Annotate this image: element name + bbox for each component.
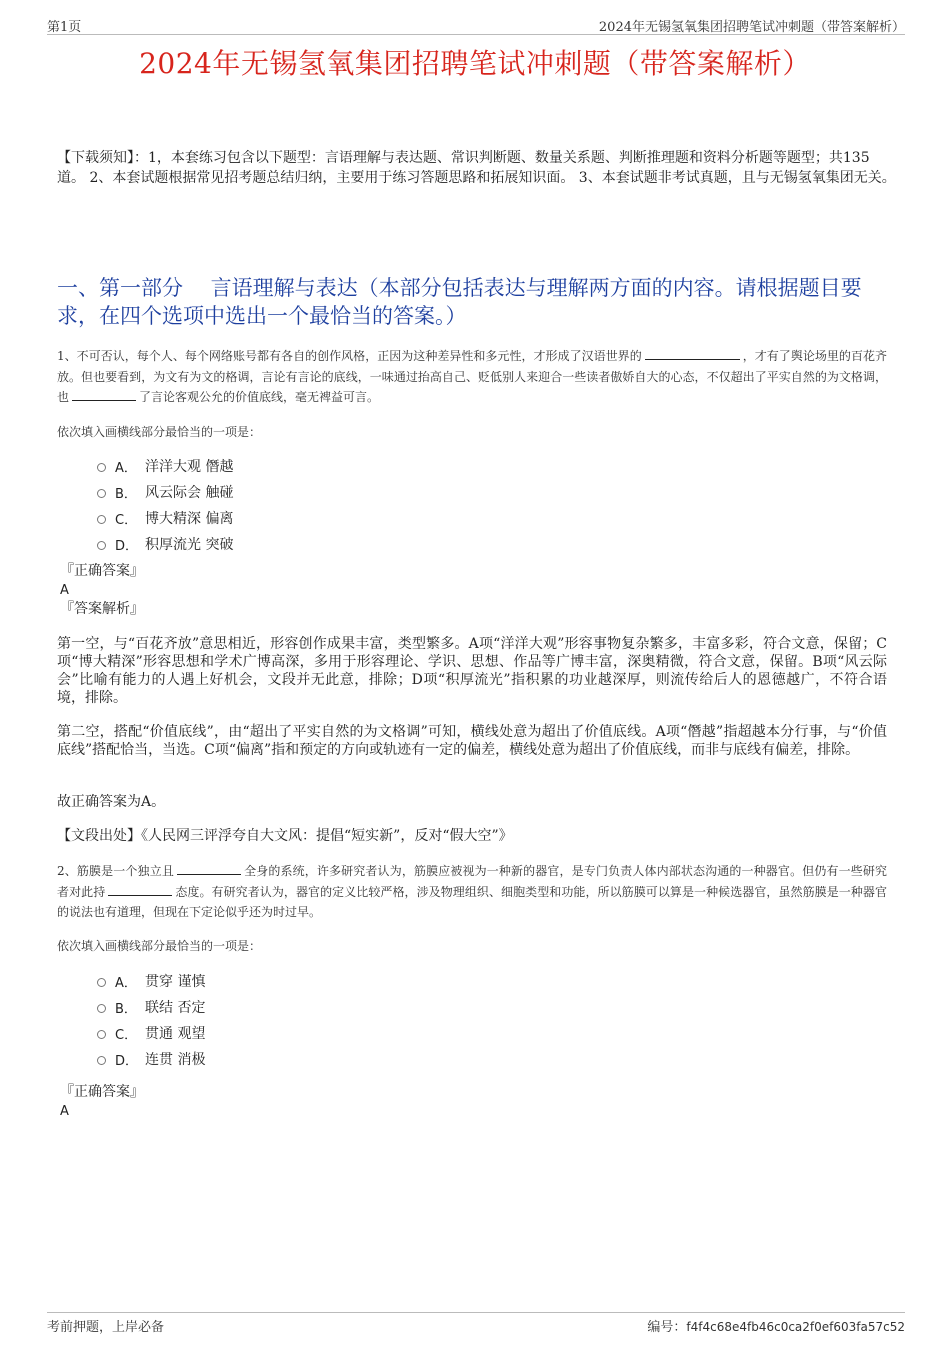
option-c[interactable]: C． 贯通 观望 — [97, 1020, 205, 1046]
page-footer — [47, 1312, 905, 1333]
passage-source: 【文段出处】《人民网三评浮夸自大文风：提倡“短实新”，反对“假大空”》 — [57, 828, 513, 844]
option-a[interactable]: A． 洋洋大观 僭越 — [97, 453, 233, 479]
radio-icon[interactable] — [97, 1030, 106, 1039]
option-c[interactable]: C． 博大精深 偏离 — [97, 505, 233, 531]
question-1-answer — [60, 562, 144, 619]
answer-label: 『正确答案』 — [60, 563, 144, 579]
option-b[interactable]: B． 联结 否定 — [97, 994, 205, 1020]
download-notice: 【下载须知】：1，本套练习包含以下题型：言语理解与表达题、常识判断题、数量关系题、判断推理题和资料分析题等题型；共135道。 2、本套试题根据常见招考题总结归纳，主要用于练习答题思路和拓展知识面。 3、本套试题非考试真题，且与无锡氢氧集团无关。 — [57, 150, 896, 186]
question-2-text: 2、筋膜是一个独立且 全身的系统，许多研究者认为，筋膜应被视为一种新的器官，是专门负责人体内部状态沟通的一种器官。但仍有一些研究者对此持 态度。有研究者认为，器官的定义比较严格，涉及物理组织、细胞类型和功能，所以筋膜可以算是一种候选器官，虽然筋膜是一种器官的说法也有道理，但现在下定论似乎还为时过早。 — [57, 864, 887, 919]
page-number: 第1页 — [47, 20, 82, 35]
document-title: 2024年无锡氢氧集团招聘笔试冲刺题（带答案解析） — [139, 47, 811, 80]
fill-blank-1 — [645, 347, 740, 360]
radio-icon[interactable] — [97, 978, 106, 987]
option-a[interactable]: A． 贯穿 谨慎 — [97, 968, 205, 994]
radio-icon[interactable] — [97, 489, 106, 498]
radio-icon[interactable] — [97, 1004, 106, 1013]
analysis-label: 『答案解析』 — [60, 601, 144, 617]
page-header — [47, 14, 905, 35]
question-2-options — [97, 968, 205, 1072]
fill-blank-2 — [108, 883, 172, 896]
radio-icon[interactable] — [97, 1056, 106, 1065]
analysis-paragraph-1: 第一空，与“百花齐放”意思相近，形容创作成果丰富，类型繁多。A项“洋洋大观”形容事物复杂繁多，丰富多彩，符合文意，保留；C项“博大精深”形容思想和学术广博高深，多用于形容理论、学识、思想、作品等广博丰富，深奥精微，符合文意，保留。B项“风云际会”比喻有能力的人遇上好机会，文段并无此意，排除；D项“积厚流光”指积累的功业越深厚，则流传给后人的恩德越广，不符合语境，排除。 — [57, 636, 887, 706]
radio-icon[interactable] — [97, 515, 106, 524]
fill-blank-2 — [72, 388, 136, 401]
option-d[interactable]: D． 积厚流光 突破 — [97, 531, 233, 557]
question-1-instruction: 依次填入画横线部分最恰当的一项是： — [57, 425, 262, 439]
radio-icon[interactable] — [97, 463, 106, 472]
radio-icon[interactable] — [97, 541, 106, 550]
answer-value: A — [60, 583, 69, 598]
option-b[interactable]: B． 风云际会 触碰 — [97, 479, 233, 505]
answer-label: 『正确答案』 — [60, 1084, 144, 1100]
analysis-conclusion: 故正确答案为A。 — [57, 794, 166, 810]
document-id: 编号：f4f4c68e4fb46c0ca2f0ef603fa57c52 — [647, 1320, 905, 1335]
fill-blank-1 — [177, 862, 241, 875]
question-1-options — [97, 453, 233, 557]
option-d[interactable]: D． 连贯 消极 — [97, 1046, 205, 1072]
question-2-instruction: 依次填入画横线部分最恰当的一项是： — [57, 939, 262, 953]
footer-slogan: 考前押题，上岸必备 — [47, 1320, 165, 1335]
answer-value: A — [60, 1104, 69, 1119]
header-doc-title: 2024年无锡氢氧集团招聘笔试冲刺题（带答案解析） — [598, 20, 905, 35]
analysis-paragraph-2: 第二空，搭配“价值底线”，由“超出了平实自然的为文格调”可知，横线处意为超出了价值底线。A项“僭越”指超越本分行事，与“价值底线”搭配恰当，当选。C项“偏离”指和预定的方向或轨迹有一定的偏差，横线处意为超出了价值底线，而非与底线有偏差，排除。 — [57, 724, 887, 758]
question-1-text: 1、不可否认，每个人、每个网络账号都有各自的创作风格，正因为这种差异性和多元性，才形成了汉语世界的 ，才有了舆论场里的百花齐放。但也要看到，为文有为文的格调，言论有言论的底线，一味通过抬高自己、贬低别人来迎合一些读者傲娇自大的心态，不仅超出了平实自然的为文格调，也 了言论客观公允的价值底线，毫无裨益可言。 — [57, 349, 887, 404]
question-2-answer — [60, 1083, 144, 1121]
section-heading: 一、第一部分 言语理解与表达（本部分包括表达与理解两方面的内容。请根据题目要求，在四个选项中选出一个最恰当的答案。） — [57, 276, 862, 328]
